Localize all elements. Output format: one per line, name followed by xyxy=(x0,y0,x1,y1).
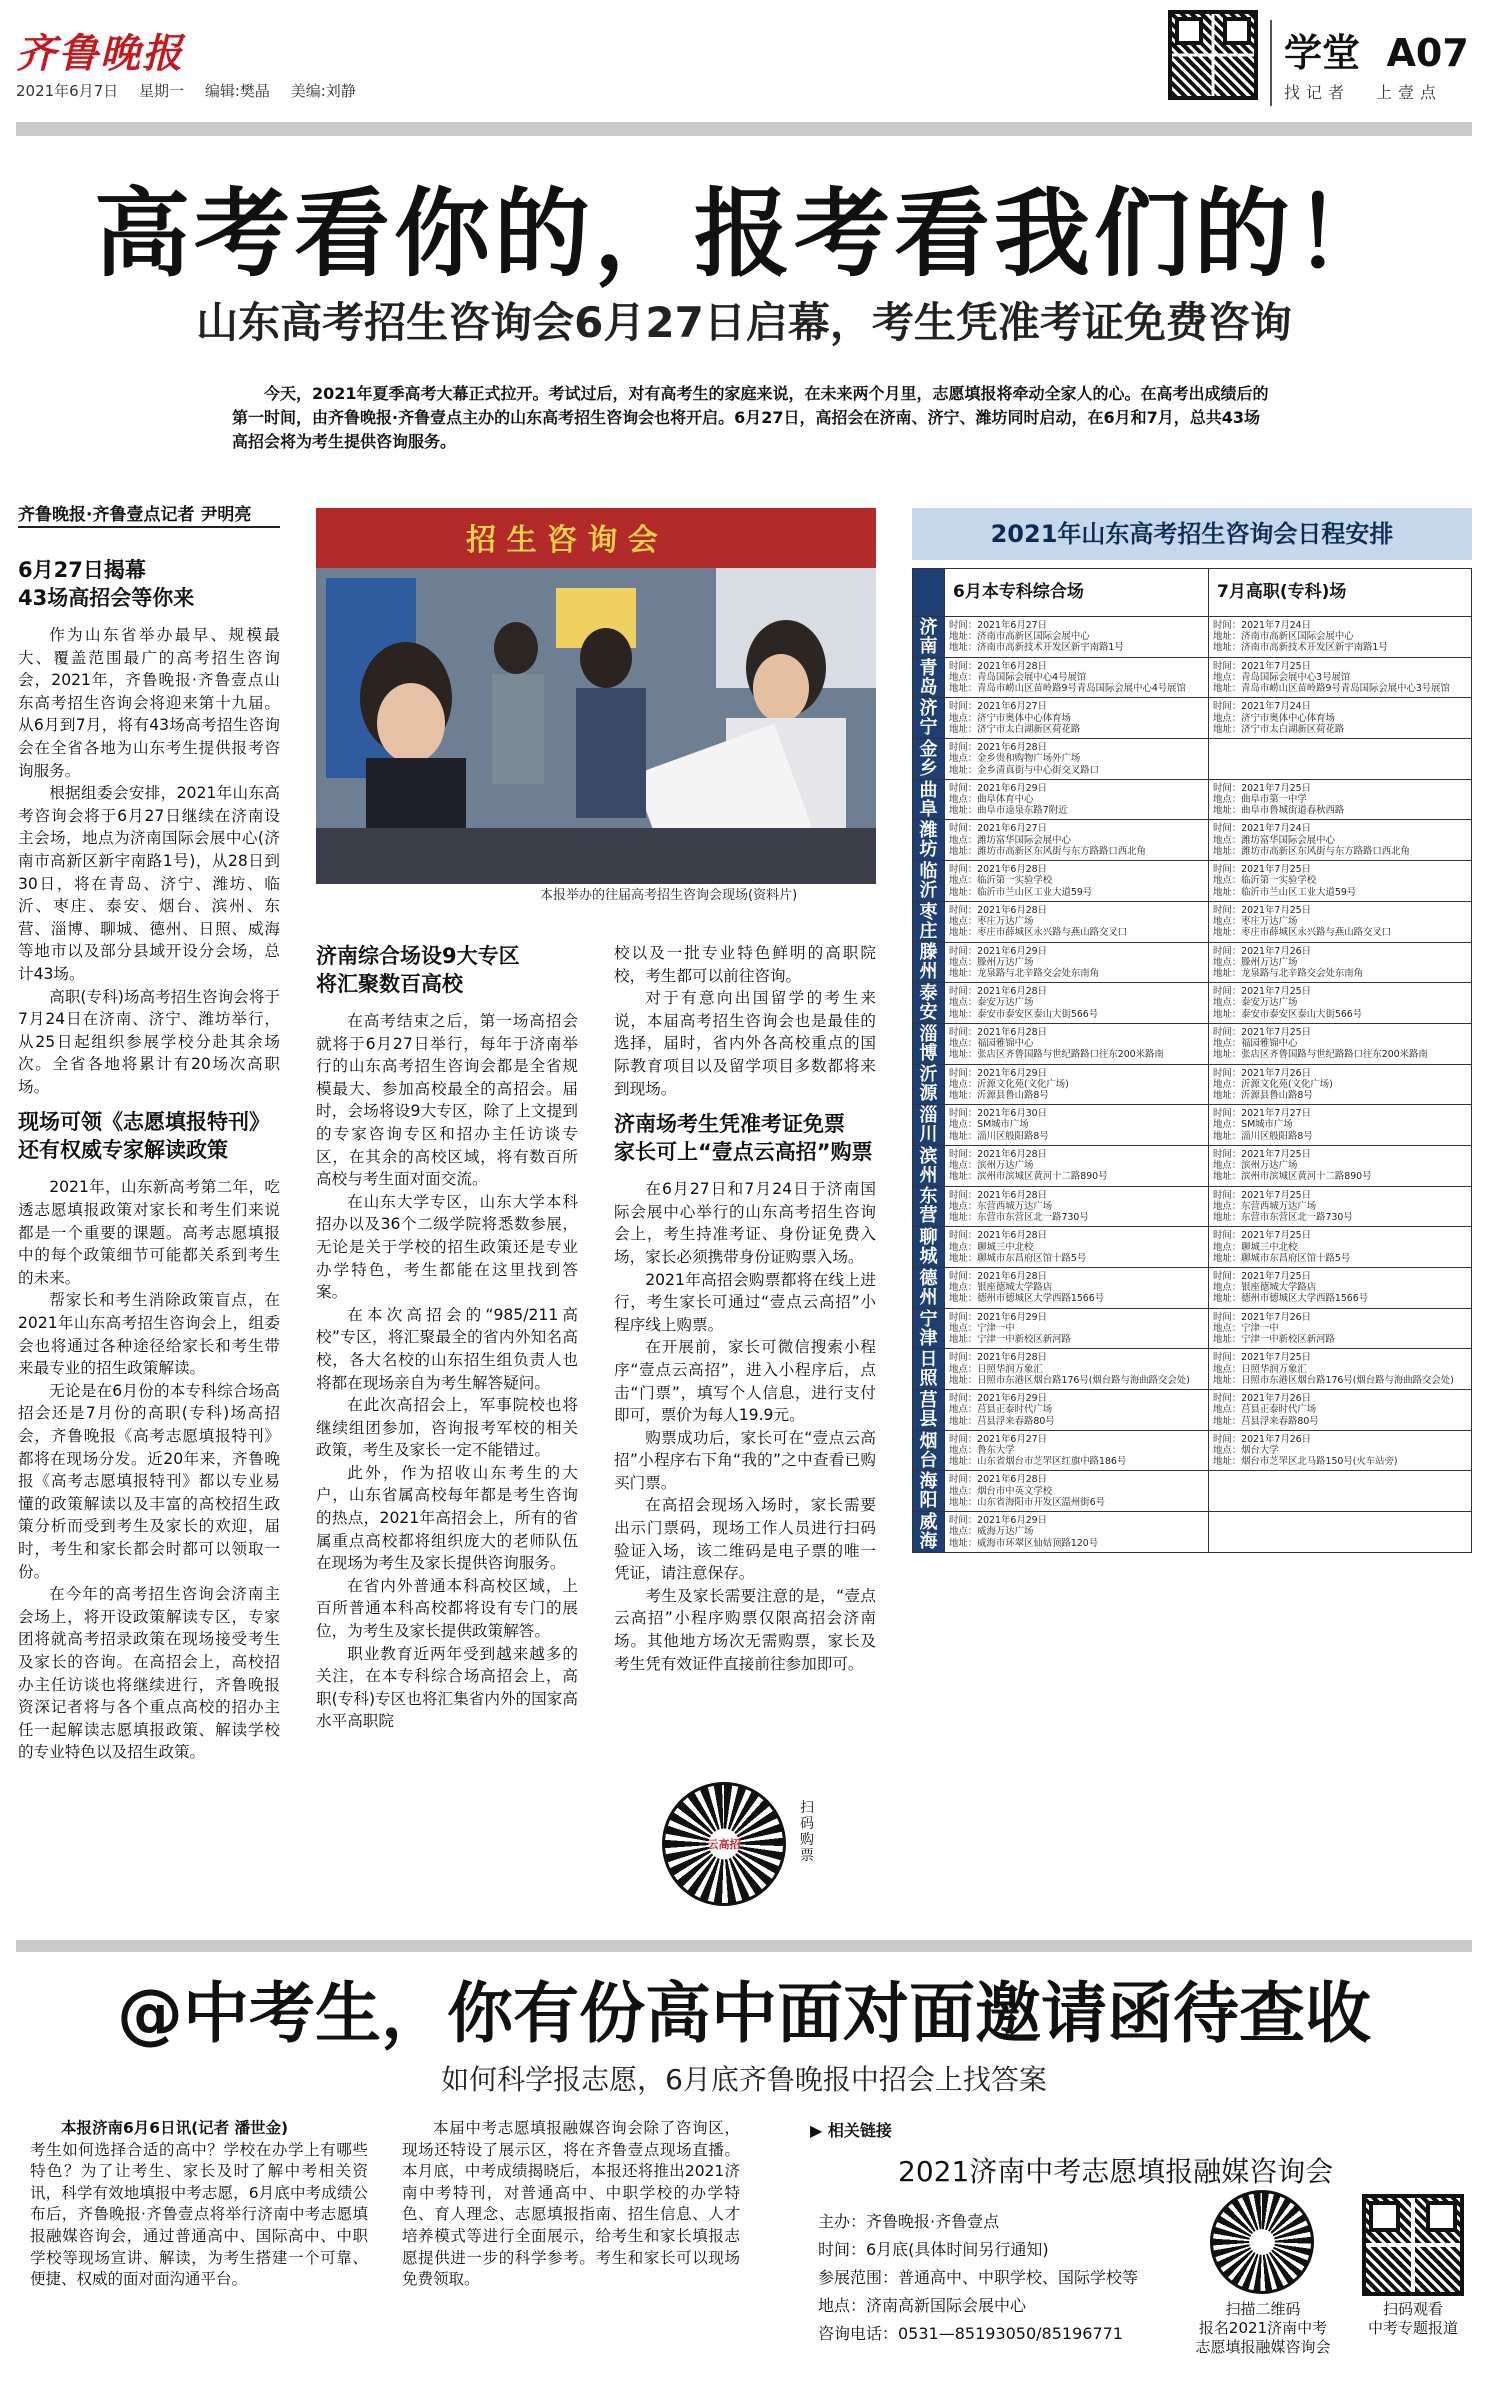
article-column-2 xyxy=(316,942,578,1733)
table-cell: 时间：2021年7月25日 地点：曲阜市第一中学 地址：曲阜市鲁城街道春秋西路 xyxy=(1209,779,1472,820)
table-cell: 时间：2021年7月26日 地点：宁津一中 地址：宁津一中新校区新河路 xyxy=(1209,1308,1472,1349)
table-cell: 时间：2021年6月30日 地点：SM城市广场 地址：淄川区般阳路8号 xyxy=(945,1105,1209,1146)
table-cell: 时间：2021年6月28日 地点：福园雅锦中心 地址：张店区齐鲁国路与世纪路路口往东200米路南 xyxy=(945,1023,1209,1064)
divider xyxy=(1270,20,1272,106)
table-cell: 时间：2021年7月25日 地点：滨州万达广场 地址：滨州市滨城区黄河十二路890号 xyxy=(1209,1145,1472,1186)
table-row xyxy=(913,1512,1472,1553)
banner-text: 招 生 咨 询 会 xyxy=(466,523,658,558)
paragraph: 职业教育近两年受到越来越多的关注，在本专科综合场高招会上，高职(专科)专区也将汇集省内外的国家高水平高职院 xyxy=(316,1644,578,1731)
newspaper-logo: 齐鲁晚报 xyxy=(16,30,184,77)
divider xyxy=(16,1940,1472,1952)
table-row xyxy=(913,1145,1472,1186)
paragraph: 考生如何选择合适的高中？学校在办学上有哪些特色？为了让考生、家长及时了解中考相关资讯，科学有效地填报中考志愿，6月底中考成绩公布后，齐鲁晚报·齐鲁壹点将举行济南中考志愿填报融媒咨询会，通过普通高中、国际高中、中职学校等现场宣讲、解读，为考生搭建一个可靠、便捷、权威的面对面沟通平台。 xyxy=(30,2140,368,2289)
city-cell: 宁津 xyxy=(913,1308,945,1349)
article-bottom-column-2 xyxy=(402,2118,740,2291)
table-cell: 时间：2021年6月29日 地点：曲阜体育中心 地址：曲阜市逵泉东路7附近 xyxy=(945,779,1209,820)
section-label: 学堂 A07 xyxy=(1284,31,1469,75)
city-cell: 泰安 xyxy=(913,983,945,1024)
city-cell: 日照 xyxy=(913,1349,945,1390)
city-cell: 临沂 xyxy=(913,861,945,902)
paragraph: 考生及家长需要注意的是，“壹点云高招”小程序购票仅限高招会济南场。其他地方场次无需购票，家长及考生凭有效证件直接前往参加即可。 xyxy=(614,1586,876,1673)
article-column-1 xyxy=(18,546,280,1764)
table-cell: 时间：2021年6月28日 地点：泰安万达广场 地址：泰安市泰安区泰山大街566号 xyxy=(945,983,1209,1024)
weekday: 星期一 xyxy=(139,82,185,100)
city-cell: 潍坊 xyxy=(913,820,945,861)
byline: 本报济南6月6日讯(记者 潘世金) xyxy=(61,2119,289,2137)
table-cell: 时间：2021年6月28日 地点：临沂第一实验学校 地址：临沂市兰山区工业大道59号 xyxy=(945,861,1209,902)
paragraph: 2021年，山东新高考第二年，吃透志愿填报政策对家长和考生们来说都是一个重要的课题。高考志愿填报中的每个政策细节可能都关系到考生的未来。 xyxy=(18,1178,280,1287)
city-cell: 烟台 xyxy=(913,1430,945,1471)
related-link-label: ▶ 相关链接 xyxy=(810,2121,892,2140)
table-row xyxy=(913,861,1472,902)
table-cell: 时间：2021年7月25日 地点：福园雅锦中心 地址：张店区齐鲁国路与世纪路路口往东200米路南 xyxy=(1209,1023,1472,1064)
table-row xyxy=(913,1227,1472,1268)
table-cell: 时间：2021年6月29日 地点：滕州万达广场 地址：龙泉路与北辛路交会处东南角 xyxy=(945,942,1209,983)
photo-illustration xyxy=(316,508,876,884)
divider xyxy=(16,122,1472,136)
table-row xyxy=(913,1186,1472,1227)
table-cell: 时间：2021年6月28日 地点：烟台市中英文学校 地址：山东省海阳市开发区温州街6号 xyxy=(945,1471,1209,1512)
table-row xyxy=(913,657,1472,698)
paragraph: 在此次高招会上，军事院校也将继续组团参加，咨询报考军校的相关政策，考生及家长一定不能错过。 xyxy=(316,1396,578,1460)
qr-caption: 扫码观看 中考专题报道 xyxy=(1367,2300,1458,2337)
city-cell: 威海 xyxy=(913,1512,945,1553)
city-cell: 滕州 xyxy=(913,942,945,983)
table-cell: 时间：2021年7月26日 地点：滕州万达广场 地址：龙泉路与北辛路交会处东南角 xyxy=(1209,942,1472,983)
table-cell: 时间：2021年6月28日 地点：枣庄万达广场 地址：枣庄市薛城区永兴路与燕山路交叉口 xyxy=(945,901,1209,942)
city-cell: 济南 xyxy=(913,617,945,658)
table-cell: 时间：2021年6月28日 地点：东营西城万达广场 地址：东营市东营区北一路730号 xyxy=(945,1186,1209,1227)
paragraph: 在开展前，家长可微信搜索小程序“壹点云高招”，进入小程序后，点击“门票”，填写个人信息，进行支付即可，票价为每人19.9元。 xyxy=(614,1338,876,1425)
paragraph: 高职(专科)场高考招生咨询会将于7月24日在济南、济宁、潍坊举行，从25日起组织参展学校分赴其余场次。全省各地将累计有20场次高职场。 xyxy=(18,987,280,1096)
paragraph: 无论是在6月份的本专科综合场高招会还是7月份的高职(专科)场高招会，齐鲁晚报《高考志愿填报特刊》都将在现场分发。近20年来，齐鲁晚报《高考志愿填报特刊》都以专业易懂的政策解读以及丰富的高校招生政策分析而受到考生及家长的欢迎，届时，考生和家长都会时都可以领取一份。 xyxy=(18,1381,280,1581)
table-cell: 时间：2021年7月25日 地点：临沂第一实验学校 地址：临沂市兰山区工业大道59号 xyxy=(1209,861,1472,902)
table-row xyxy=(913,779,1472,820)
table-cell: 时间：2021年7月24日 地点：潍坊富华国际会展中心 地址：潍坊市高新区东风街与东方路路口西北角 xyxy=(1209,820,1472,861)
city-cell: 青岛 xyxy=(913,657,945,698)
table-row xyxy=(913,617,1472,658)
photo-caption: 本报举办的往届高考招生咨询会现场(资料片) xyxy=(540,888,798,903)
table-body xyxy=(913,617,1472,1553)
paragraph: 根据组委会安排，2021年山东高考咨询会将于6月27日继续在济南设主会场，地点为济南国际会展中心(济南市高新区新宇南路1号)，从28日到30日，将在青岛、济宁、潍坊、临沂、枣庄、泰安、烟台、滨州、东营、淄博、聊城、德州、日照、威海等地市以及部分县域开设分会场，总计43场。 xyxy=(18,784,280,983)
table-cell: 时间：2021年6月27日 地点：济宁市奥体中心体育场 地址：济宁市太白湖新区荷花路 xyxy=(945,698,1209,739)
table-cell: 时间：2021年7月25日 地点：泰安万达广场 地址：泰安市泰安区泰山大街566号 xyxy=(1209,983,1472,1024)
qr-caption: 扫描二维码 报名2021济南中考 志愿填报融媒咨询会 xyxy=(1195,2300,1331,2356)
table-cell: 时间：2021年6月29日 地点：宁津一中 地址：宁津一中新校区新河路 xyxy=(945,1308,1209,1349)
table-row xyxy=(913,1268,1472,1309)
city-cell: 济宁 xyxy=(913,698,945,739)
table-cell: 时间：2021年6月29日 地点：莒县正泰时代广场 地址：莒县浮来春路80号 xyxy=(945,1390,1209,1431)
table-cell: 时间：2021年7月24日 地址：济南市高新区国际会展中心 地址：济南市高新技术开发区新宇南路1号 xyxy=(1209,617,1472,658)
paragraph: 在高招会现场入场时，家长需要出示门票码，现场工作人员进行扫码验证入场，该二维码是电子票的唯一凭证，请注意保存。 xyxy=(614,1496,876,1583)
table-cell: 时间：2021年6月28日 地点：青岛国际会展中心4号展馆 地址：青岛市崂山区苗岭路9号青岛国际会展中心4号展馆 xyxy=(945,657,1209,698)
table-cell: 时间：2021年6月28日 地点：银座德城大学路店 地址：德州市德城区大学西路1566号 xyxy=(945,1268,1209,1309)
byline: 齐鲁晚报·齐鲁壹点记者 尹明亮 xyxy=(18,505,252,525)
table-cell: 时间：2021年7月25日 地点：银座德城大学路店 地址：德州市德城区大学西路1566号 xyxy=(1209,1268,1472,1309)
event-photo xyxy=(316,508,876,884)
paragraph: 帮家长和考生消除政策盲点，在2021年山东高考招生咨询会上，组委会也将通过各种途径给家长和考生带来最专业的招生政策解读。 xyxy=(18,1291,280,1378)
table-cell: 时间：2021年6月28日 地点：日照华润万象汇 地址：日照市东港区烟台路176号(烟台路与海曲路交会处) xyxy=(945,1349,1209,1390)
schedule-title: 2021年山东高考招生咨询会日程安排 xyxy=(912,508,1472,560)
paragraph: 在高考结束之后，第一场高招会就将于6月27日举行，每年于济南举行的山东高考招生咨询会都是全省规模最大、参加高校最全的高招会。届时，会场将设9大专区，除了上文提到的专家咨询专区和招办主任访谈专区，在其余的高校区域，将有数百所高校与考生面对面交流。 xyxy=(316,1012,578,1189)
paragraph: 本届中考志愿填报融媒咨询会除了咨询区，现场还特设了展示区，将在齐鲁壹点现场直播。本月底，中考成绩揭晓后，本报还将推出2021济南中考特刊，对普通高中、中职学校的办学特色、育人理念、志愿填报指南、招生信息、人才培养模式等进行全面展示，给考生和家长填报志愿提供进一步的科学参考。考生和家长可以现场免费领取。 xyxy=(402,2119,740,2289)
table-row xyxy=(913,698,1472,739)
paragraph: 在本次高招会的“985/211高校”专区，将汇聚最全的省内外知名高校，各大名校的山东招生组负责人也将都在现场亲自为考生解答疑问。 xyxy=(316,1305,578,1392)
paragraph: 此外，作为招收山东考生的大户，山东省属高校每年都是考生咨询的热点，2021年高招会上，所有的省属重点高校都将组织庞大的老师队伍在现场为考生及家长提供咨询服务。 xyxy=(316,1463,578,1573)
subhead: 济南综合场设9大专区 将汇聚数百高校 xyxy=(316,944,520,996)
qr-label: 云高招 xyxy=(707,1838,741,1851)
table-row xyxy=(913,1308,1472,1349)
city-cell: 淄博 xyxy=(913,1023,945,1064)
designer: 美编:刘静 xyxy=(290,82,356,100)
table-row xyxy=(913,1390,1472,1431)
table-corner xyxy=(913,569,945,617)
table-cell: 时间：2021年7月25日 地点：日照华润万象汇 地址：日照市东港区烟台路176号(烟台路与海曲路交会处) xyxy=(1209,1349,1472,1390)
city-cell: 淄川 xyxy=(913,1105,945,1146)
subhead: 济南场考生凭准考证免票 家长可上“壹点云高招”购票 xyxy=(614,1112,873,1165)
table-cell: 时间：2021年6月27日 地点：鲁东大学 地址：山东省烟台市芝罘区红旗中路186号 xyxy=(945,1430,1209,1471)
table-cell: 时间：2021年7月25日 地点：东营西城万达广场 地址：东营市东营区北一路730号 xyxy=(1209,1186,1472,1227)
city-cell: 滨州 xyxy=(913,1145,945,1186)
table-row xyxy=(913,1430,1472,1471)
page-number: A07 xyxy=(1386,31,1469,75)
table-row xyxy=(913,1105,1472,1146)
table-cell: 时间：2021年6月27日 地点：潍坊富华国际会展中心 地址：潍坊市高新区东风街与东方路路口西北角 xyxy=(945,820,1209,861)
city-cell: 海阳 xyxy=(913,1471,945,1512)
table-cell: 时间：2021年7月26日 地点：烟台大学 地址：烟台市芝罘区北马路150号(火车站旁) xyxy=(1209,1430,1472,1471)
table-cell: 时间：2021年7月26日 地点：沂源文化苑(文化广场) 地址：沂源县鲁山路8号 xyxy=(1209,1064,1472,1105)
paragraph: 2021年高招会购票都将在线上进行，考生家长可通过“壹点云高招”小程序线上购票。 xyxy=(614,1270,876,1334)
table-cell: 时间：2021年6月28日 地点：金乡贵和购物广场外广场 地址：金乡清真街与中心街交叉路口 xyxy=(945,739,1209,780)
column-header: 7月高职(专科)场 xyxy=(1209,569,1472,617)
table-cell: 时间：2021年7月25日 地点：枣庄万达广场 地址：枣庄市薛城区永兴路与燕山路交叉口 xyxy=(1209,901,1472,942)
paragraph: 校以及一批专业特色鲜明的高职院校，考生都可以前往咨询。 xyxy=(614,944,876,985)
subhead: 现场可领《志愿填报特刊》 还有权威专家解读政策 xyxy=(18,1110,270,1163)
editor: 编辑:樊晶 xyxy=(204,82,270,100)
page-title: 高考看你的，报考看我们的！ xyxy=(94,178,1394,290)
table-cell: 时间：2021年7月26日 地点：莒县正泰时代广场 地址：莒县浮来春路80号 xyxy=(1209,1390,1472,1431)
table-row xyxy=(913,983,1472,1024)
table-header-row xyxy=(913,569,1472,617)
city-cell: 东营 xyxy=(913,1186,945,1227)
table-row xyxy=(913,739,1472,780)
divider xyxy=(18,526,280,528)
column-header: 6月本专科综合场 xyxy=(945,569,1209,617)
scan-to-buy-label: 扫码购票 xyxy=(800,1800,814,1864)
paragraph: 在山东大学专区，山东大学本科招办以及36个二级学院将悉数参展，无论是关于学校的招生政策还是专业办学特色，考生都能在这里找到答案。 xyxy=(316,1192,578,1302)
table-cell: 时间：2021年6月29日 地点：威海万达广场 地址：威海市环翠区仙姑顶路120号 xyxy=(945,1512,1209,1553)
table-row xyxy=(913,901,1472,942)
paragraph xyxy=(30,2118,368,2140)
table-cell: 时间：2021年6月29日 地点：沂源文化苑(文化广场) 地址：沂源县鲁山路8号 xyxy=(945,1064,1209,1105)
paragraph: 在省内外普通本科高校区域，上百所普通本科高校都将设有专门的展位，为考生及家长提供政策解答。 xyxy=(316,1576,578,1641)
table-cell: 时间：2021年6月28日 地点：滨州万达广场 地址：滨州市滨城区黄河十二路890号 xyxy=(945,1145,1209,1186)
table-row xyxy=(913,1064,1472,1105)
paragraph: 在今年的高考招生咨询会济南主会场上，将开设政策解读专区，专家团将就高考招录政策在现场接受考生及家长的咨询。在高招会上，高校招办主任访谈也将继续进行，齐鲁晚报资深记者将与各个重点高校的招办主任一起解读志愿填报政策、解读学校的专业特色以及招生政策。 xyxy=(18,1585,280,1762)
city-cell: 曲阜 xyxy=(913,779,945,820)
host: 主办：齐鲁晚报·齐鲁壹点 xyxy=(818,2212,1000,2231)
paragraph: 作为山东省举办最早、规模最大、覆盖范围最广的高考招生咨询会，2021年，齐鲁晚报·齐鲁壹点山东高考招生咨询会将迎来第十九届。从6月到7月，将有43场高考招生咨询会在全省各地为山东考生提供报考咨询服务。 xyxy=(18,626,280,780)
table-cell xyxy=(1209,739,1472,780)
paragraph: 购票成功后，家长可在“壹点云高招”小程序右下角“我的”之中查看已购买门票。 xyxy=(614,1428,876,1492)
second-subtitle: 如何科学报志愿，6月底齐鲁晚报中招会上找答案 xyxy=(441,2063,1047,2096)
intro-paragraph: 今天，2021年夏季高考大幕正式拉开。考试过后，对有高考生的家庭来说，在未来两个月里，志愿填报将牵动全家人的心。在高考出成绩后的第一时间，由齐鲁晚报·齐鲁壹点主办的山东高考招生咨询会也将开启。6月27日，高招会在济南、济宁、潍坊同时启动，在6月和7月，总共43场高招会将为考生提供咨询服务。 xyxy=(232,384,1269,451)
masthead-qr-code-icon[interactable] xyxy=(1168,10,1258,100)
city-cell: 德州 xyxy=(913,1268,945,1309)
article-bottom-column-1 xyxy=(30,2118,368,2291)
table-row xyxy=(913,820,1472,861)
event-info xyxy=(818,2208,1138,2348)
second-headline: @中考生，你有份高中面对面邀请函待查收 xyxy=(117,1975,1371,2052)
table-cell xyxy=(1209,1471,1472,1512)
article-column-3 xyxy=(614,942,876,1675)
date: 2021年6月7日 xyxy=(16,82,119,100)
paragraph: 在6月27日和7月24日于济南国际会展中心举行的山东高考招生咨询会上，考生持准考证、身份证免费入场，家长必须携带身份证购票入场。 xyxy=(614,1180,876,1266)
related-title: 2021济南中考志愿填报融媒咨询会 xyxy=(898,2155,1334,2188)
schedule-table xyxy=(912,568,1472,1553)
table-cell: 时间：2021年7月27日 地点：SM城市广场 地址：淄川区般阳路8号 xyxy=(1209,1105,1472,1146)
subhead: 6月27日揭幕 43场高招会等你来 xyxy=(18,558,195,610)
event-time: 时间：6月底(具体时间另行通知) xyxy=(818,2240,1049,2259)
dateline xyxy=(16,80,372,101)
table-row xyxy=(913,1349,1472,1390)
city-cell: 沂源 xyxy=(913,1064,945,1105)
phone: 咨询电话：0531—85193050/85196771 xyxy=(818,2324,1123,2343)
registration-qr-code-icon[interactable] xyxy=(1210,2190,1314,2294)
table-cell: 时间：2021年6月27日 地址：济南市高新区国际会展中心 地址：济南市高新技术开发区新宇南路1号 xyxy=(945,617,1209,658)
venue: 地点：济南高新国际会展中心 xyxy=(818,2296,1027,2315)
city-cell: 金乡 xyxy=(913,739,945,780)
paragraph: 对于有意向出国留学的考生来说，本届高考招生咨询会也是最佳的选择，届时，省内外各高校重点的国际教育项目以及留学项目多数都将来到现场。 xyxy=(614,989,876,1098)
table-cell: 时间：2021年7月25日 地点：青岛国际会展中心3号展馆 地址：青岛市崂山区苗岭路9号青岛国际会展中心3号展馆 xyxy=(1209,657,1472,698)
ticket-qr-code-icon[interactable] xyxy=(662,1782,786,1906)
slogan: 找记者 上壹点 xyxy=(1284,83,1443,102)
table-cell xyxy=(1209,1512,1472,1553)
table-row xyxy=(913,1023,1472,1064)
table-cell: 时间：2021年7月24日 地点：济宁市奥体中心体育场 地址：济宁市太白湖新区荷花路 xyxy=(1209,698,1472,739)
city-cell: 枣庄 xyxy=(913,901,945,942)
video-qr-code-icon[interactable] xyxy=(1362,2194,1464,2296)
page-subtitle: 山东高考招生咨询会6月27日启幕，考生凭准考证免费咨询 xyxy=(196,298,1292,347)
scope: 参展范围：普通高中、中职学校、国际学校等 xyxy=(818,2268,1139,2287)
table-row xyxy=(913,942,1472,983)
table-row xyxy=(913,1471,1472,1512)
table-cell: 时间：2021年6月28日 地点：聊城三中北校 地址：聊城市东昌府区馆十路5号 xyxy=(945,1227,1209,1268)
table-cell: 时间：2021年7月25日 地点：聊城三中北校 地址：聊城市东昌府区馆十路5号 xyxy=(1209,1227,1472,1268)
city-cell: 莒县 xyxy=(913,1390,945,1431)
city-cell: 聊城 xyxy=(913,1227,945,1268)
